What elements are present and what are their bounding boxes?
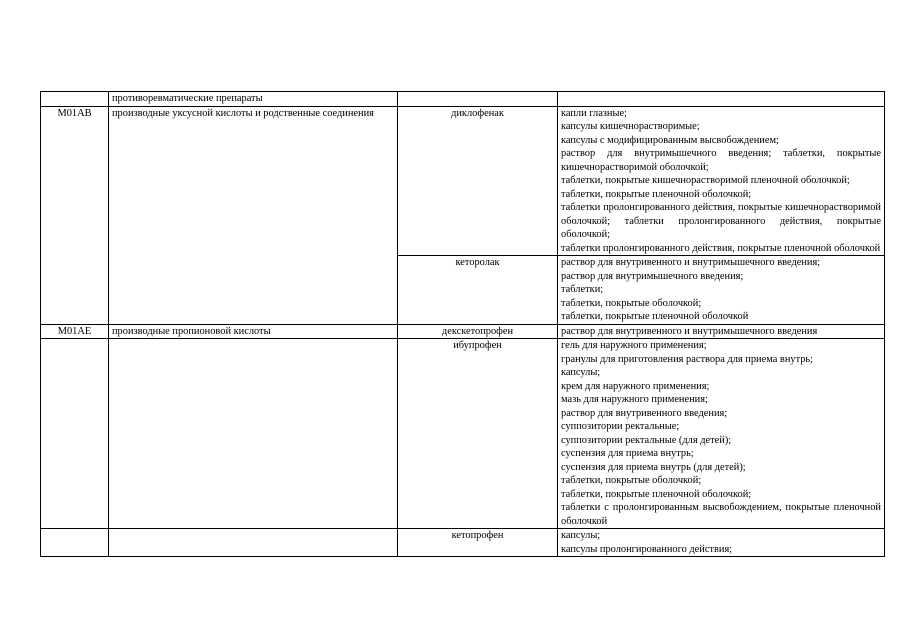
inn-cell: декскетопрофен [398,324,558,339]
dosage-forms-cell [558,92,885,107]
table-row [41,339,885,529]
dosage-form: таблетки пролонгированного действия, покрытые кишечнорастворимой оболочкой; таблетки пролонгированного действия, покрытые оболочкой; [561,202,881,240]
table-row [41,92,885,107]
atc-code-cell [41,339,109,529]
dosage-forms-cell [558,339,885,529]
dosage-form: гель для наружного применения; [561,340,707,351]
table-row [41,106,885,256]
dosage-form: капсулы кишечнорастворимые; [561,121,700,132]
table-row [41,529,885,557]
dosage-form: таблетки пролонгированного действия, покрытые пленочной оболочкой [561,242,881,254]
group-name-cell [109,529,398,557]
dosage-form: крем для наружного применения; [561,380,710,392]
dosage-form: суспензия для приема внутрь; [561,448,694,459]
dosage-form: суспензия для приема внутрь (для детей); [561,461,746,473]
inn-cell [398,92,558,107]
atc-code-cell [41,92,109,107]
dosage-form: раствор для внутривенного и внутримышечного введения; [561,257,821,268]
group-name-cell [109,339,398,529]
dosage-form: мазь для наружного применения; [561,394,708,405]
dosage-form: капсулы; [561,367,601,378]
atc-code-cell: M01AE [41,324,109,339]
inn-cell: кеторолак [398,256,558,325]
inn-cell: диклофенак [398,106,558,256]
dosage-form: суппозитории ректальные (для детей); [561,434,732,446]
inn-cell: ибупрофен [398,339,558,529]
atc-code-cell: M01AB [41,106,109,324]
dosage-form: таблетки, покрытые оболочкой; [561,475,702,486]
dosage-form: капсулы с модифицированным высвобождением; [561,134,779,146]
dosage-form: раствор для внутримышечного введения; [561,270,744,282]
dosage-form: раствор для внутривенного и внутримышечного введения [561,325,818,337]
dosage-form: таблетки с пролонгированным высвобождением, покрытые пленочной оболочкой [561,502,881,527]
dosage-form: капли глазные; [561,107,627,119]
dosage-form: таблетки, покрытые оболочкой; [561,297,702,309]
dosage-form: гранулы для приготовления раствора для приема внутрь; [561,353,814,365]
dosage-form: капсулы; [561,530,601,541]
dosage-forms-cell [558,324,885,339]
drug-table [40,91,885,557]
group-name-cell: производные пропионовой кислоты [109,324,398,339]
dosage-form: капсулы пролонгированного действия; [561,543,733,555]
dosage-form: таблетки, покрытые пленочной оболочкой [561,311,749,322]
dosage-form: таблетки, покрытые кишечнорастворимой пленочной оболочкой; [561,175,850,186]
inn-cell: кетопрофен [398,529,558,557]
table-row [41,324,885,339]
group-name-cell: производные уксусной кислоты и родственные соединения [109,106,398,324]
dosage-form: таблетки, покрытые пленочной оболочкой; [561,488,752,500]
dosage-form: таблетки, покрытые пленочной оболочкой; [561,188,752,200]
dosage-form: раствор для внутримышечного введения; таблетки, покрытые кишечнорастворимой оболочкой; [561,148,881,173]
dosage-form: таблетки; [561,284,604,295]
dosage-form: суппозитории ректальные; [561,421,680,432]
atc-code-cell [41,529,109,557]
dosage-forms-cell [558,256,885,325]
dosage-form: раствор для внутривенного введения; [561,407,728,419]
group-name-cell: противоревматические препараты [109,92,398,107]
dosage-forms-cell [558,106,885,256]
dosage-forms-cell [558,529,885,557]
